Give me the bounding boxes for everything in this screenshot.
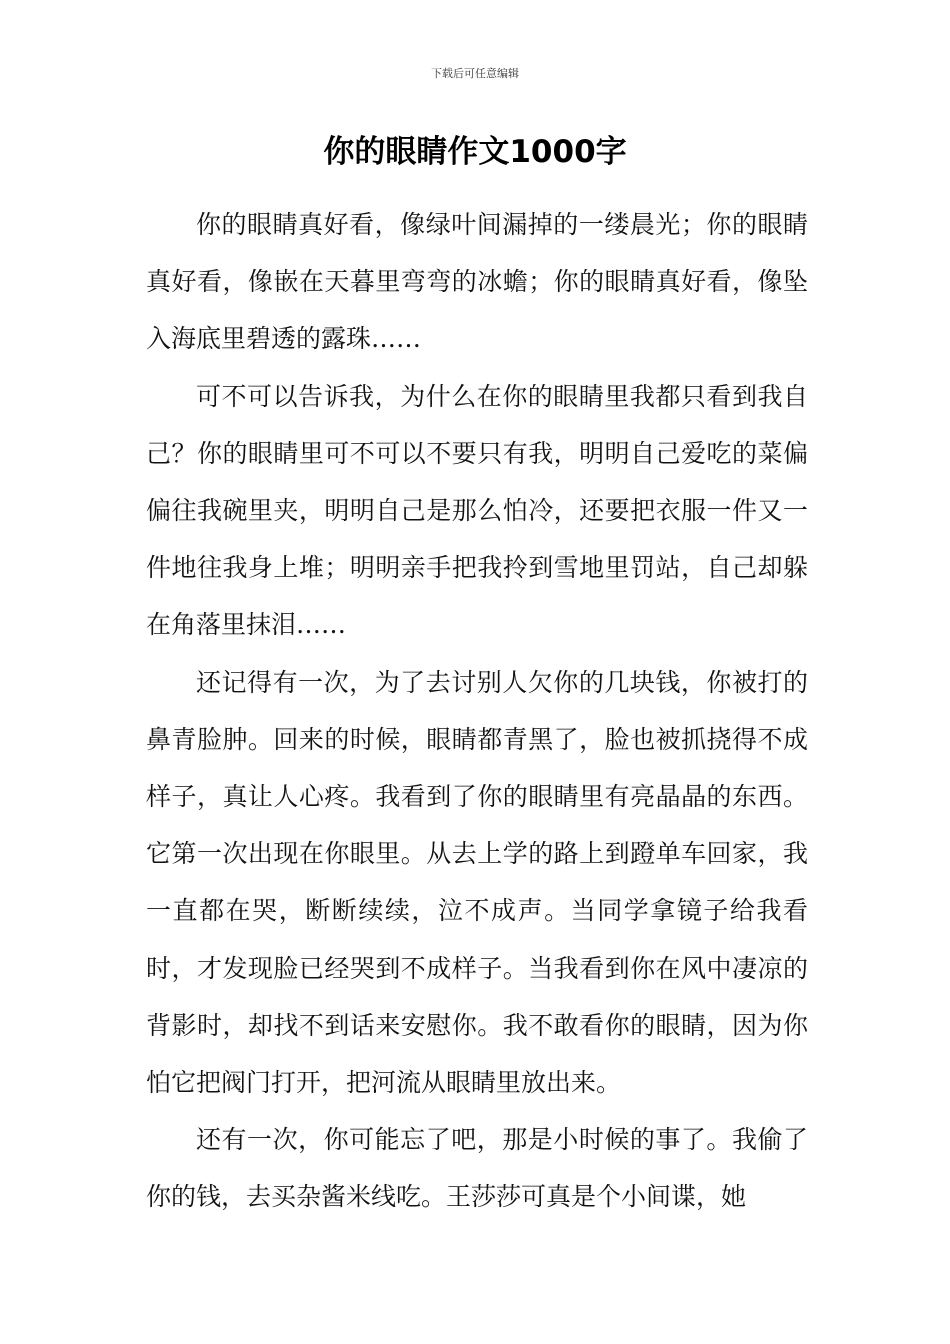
paragraph-2: 可不可以告诉我，为什么在你的眼睛里我都只看到我自己？你的眼睛里可不可以不要只有我，明明自己爱吃的菜偏偏往我碗里夹，明明自己是那么怕冷，还要把衣服一件又一件地往我身上堆；明明亲手把我拎到雪地里罚站，自己却躲在角落里抹泪……: [146, 381, 808, 640]
header-note: 下载后可任意编辑: [431, 67, 519, 80]
essay-body: [146, 196, 808, 1226]
paragraph-1: 你的眼睛真好看，像绿叶间漏掉的一缕晨光；你的眼睛真好看，像嵌在天暮里弯弯的冰蟾；你的眼睛真好看，像坠入海底里碧透的露珠……: [146, 210, 808, 354]
paragraph-4: 还有一次，你可能忘了吧，那是小时候的事了。我偷了你的钱，去买杂酱米线吃。王莎莎可真是个小间谍，她: [146, 1125, 808, 1212]
document-title: 你的眼睛作文1000字: [323, 134, 627, 170]
paragraph-3: 还记得有一次，为了去讨别人欠你的几块钱，你被打的鼻青脸肿。回来的时候，眼睛都青黑了，脸也被抓挠得不成样子，真让人心疼。我看到了你的眼睛里有亮晶晶的东西。它第一次出现在你眼里。从去上学的路上到蹬单车回家，我一直都在哭，断断续续，泣不成声。当同学拿镜子给我看时，才发现脸已经哭到不成样子。当我看到你在风中凄凉的背影时，却找不到话来安慰你。我不敢看你的眼睛，因为你怕它把阀门打开，把河流从眼睛里放出来。: [146, 667, 808, 1098]
